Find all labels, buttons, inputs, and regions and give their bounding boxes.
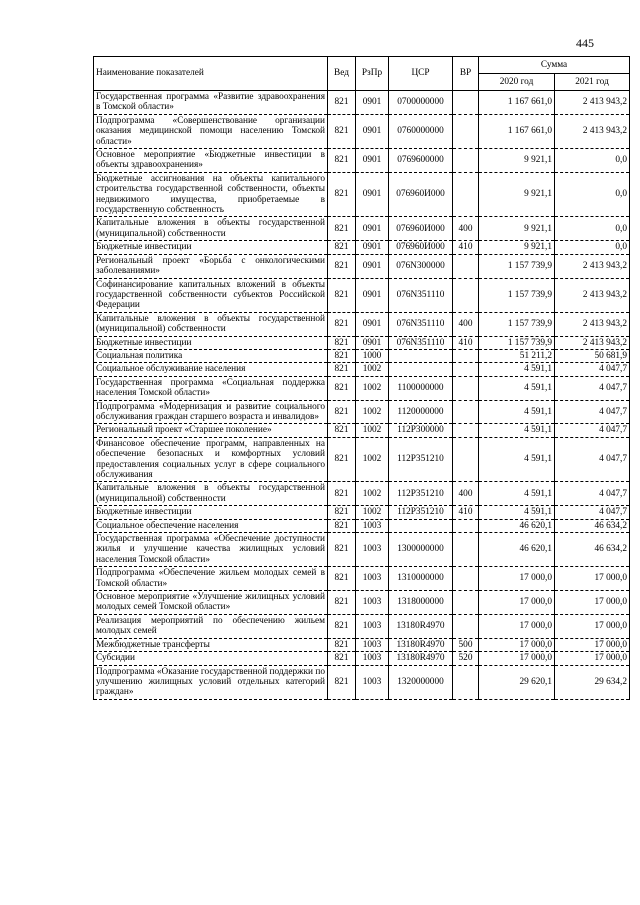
row-sum-2020: 4 591,1 [479,437,555,482]
row-name: Бюджетные инвестиции [94,506,328,519]
row-name: Подпрограмма «Совершенствование организации оказания медицинской помощи населению Томской области» [94,114,328,148]
row-sum-2020: 17 000,0 [479,567,555,591]
row-ved: 821 [328,614,356,638]
row-name: Подпрограмма «Оказание государственной поддержки по улучшению жилищных условий отдельных категорий граждан» [94,665,328,699]
row-name: Основное мероприятие «Улучшение жилищных условий молодых семей Томской области» [94,591,328,615]
row-sum-2021: 17 000,0 [555,652,630,665]
row-rzpr: 1002 [356,437,389,482]
row-sum-2021: 17 000,0 [555,614,630,638]
row-sum-2020: 4 591,1 [479,376,555,400]
row-sum-2021: 4 047,7 [555,506,630,519]
row-sum-2020: 9 921,1 [479,241,555,254]
row-sum-2021: 0,0 [555,172,630,217]
row-sum-2020: 17 000,0 [479,652,555,665]
row-ved: 821 [328,149,356,173]
row-sum-2021: 0,0 [555,241,630,254]
row-ved: 821 [328,652,356,665]
row-sum-2020: 17 000,0 [479,591,555,615]
row-sum-2020: 4 591,1 [479,506,555,519]
header-csr: ЦСР [389,57,453,91]
row-csr: 076960И000 [389,241,453,254]
row-csr [389,349,453,362]
row-rzpr: 1003 [356,567,389,591]
row-csr: 1320000000 [389,665,453,699]
row-name: Региональный проект «Старшее поколение» [94,424,328,437]
row-csr: 13180R4970 [389,638,453,651]
row-sum-2020: 46 620,1 [479,533,555,567]
header-year-2020: 2020 год [479,74,555,91]
budget-table-container [93,56,629,700]
row-vr [453,400,479,424]
row-rzpr: 1002 [356,506,389,519]
row-sum-2021: 2 413 943,2 [555,91,630,115]
table-row [94,519,630,532]
row-ved: 821 [328,241,356,254]
row-sum-2021: 2 413 943,2 [555,312,630,336]
row-sum-2020: 9 921,1 [479,217,555,241]
row-name: Региональный проект «Борьба с онкологическими заболеваниями» [94,254,328,278]
row-csr: 1120000000 [389,400,453,424]
row-sum-2021: 4 047,7 [555,363,630,376]
row-rzpr: 1002 [356,400,389,424]
table-row [94,363,630,376]
row-rzpr: 1003 [356,665,389,699]
row-csr: 076N300000 [389,254,453,278]
table-row [94,278,630,312]
row-name: Финансовое обеспечение программ, направленных на обеспечение безопасных и комфортных условий предоставления социальных услуг в сфере социального обслуживания [94,437,328,482]
row-csr: 13180R4970 [389,652,453,665]
row-sum-2020: 17 000,0 [479,638,555,651]
row-sum-2020: 1 157 739,9 [479,254,555,278]
row-vr [453,172,479,217]
row-vr [453,665,479,699]
row-csr: 112P351210 [389,482,453,506]
row-sum-2021: 4 047,7 [555,482,630,506]
row-sum-2021: 4 047,7 [555,400,630,424]
row-sum-2020: 51 211,2 [479,349,555,362]
row-vr [453,591,479,615]
row-rzpr: 0901 [356,241,389,254]
row-vr [453,533,479,567]
row-ved: 821 [328,91,356,115]
row-sum-2021: 0,0 [555,149,630,173]
table-row [94,312,630,336]
header-ved: Вед [328,57,356,91]
table-row [94,91,630,115]
row-rzpr: 1003 [356,638,389,651]
row-csr: 1300000000 [389,533,453,567]
row-rzpr: 0901 [356,172,389,217]
row-vr [453,614,479,638]
row-csr: 112P300000 [389,424,453,437]
row-rzpr: 1002 [356,376,389,400]
budget-table [93,56,630,700]
row-rzpr: 0901 [356,217,389,241]
row-csr: 0700000000 [389,91,453,115]
row-ved: 821 [328,591,356,615]
row-rzpr: 1002 [356,424,389,437]
row-rzpr: 0901 [356,114,389,148]
row-name: Подпрограмма «Модернизация и развитие социального обслуживания граждан старшего возраста и инвалидов» [94,400,328,424]
table-row [94,506,630,519]
row-sum-2020: 1 157 739,9 [479,312,555,336]
row-sum-2020: 9 921,1 [479,149,555,173]
row-name: Бюджетные ассигнования на объекты капитального строительства государственной собственности, объекты недвижимого имущества, приобретаемые в государственную собственность [94,172,328,217]
row-sum-2020: 1 167 661,0 [479,114,555,148]
table-row [94,591,630,615]
row-sum-2020: 4 591,1 [479,363,555,376]
row-vr [453,567,479,591]
row-rzpr: 1003 [356,533,389,567]
table-body [94,91,630,700]
row-name: Реализация мероприятий по обеспечению жильем молодых семей [94,614,328,638]
row-sum-2021: 46 634,2 [555,533,630,567]
table-row [94,149,630,173]
row-sum-2020: 4 591,1 [479,482,555,506]
row-rzpr: 1003 [356,519,389,532]
header-vr: ВР [453,57,479,91]
row-name: Подпрограмма «Обеспечение жильем молодых семей в Томской области» [94,567,328,591]
row-sum-2021: 0,0 [555,217,630,241]
table-row [94,172,630,217]
header-sum: Сумма [479,57,630,74]
row-ved: 821 [328,506,356,519]
row-ved: 821 [328,336,356,349]
table-row [94,652,630,665]
row-ved: 821 [328,665,356,699]
row-ved: 821 [328,482,356,506]
row-ved: 821 [328,363,356,376]
row-rzpr: 1003 [356,591,389,615]
row-sum-2020: 29 620,1 [479,665,555,699]
table-row [94,400,630,424]
row-csr: 1100000000 [389,376,453,400]
page-number: 445 [576,36,594,50]
row-ved: 821 [328,278,356,312]
row-sum-2020: 4 591,1 [479,400,555,424]
row-sum-2021: 4 047,7 [555,424,630,437]
row-rzpr: 0901 [356,278,389,312]
row-vr [453,424,479,437]
row-vr: 500 [453,638,479,651]
row-ved: 821 [328,114,356,148]
row-name: Социальная политика [94,349,328,362]
row-sum-2021: 17 000,0 [555,567,630,591]
row-sum-2021: 29 634,2 [555,665,630,699]
row-name: Государственная программа «Обеспечение доступности жилья и улучшение качества жилищных условий населения Томской области» [94,533,328,567]
row-sum-2020: 1 167 661,0 [479,91,555,115]
table-row [94,567,630,591]
row-ved: 821 [328,519,356,532]
row-csr: 1318000000 [389,591,453,615]
row-ved: 821 [328,567,356,591]
row-name: Бюджетные инвестиции [94,241,328,254]
row-sum-2020: 4 591,1 [479,424,555,437]
row-csr: 076N351110 [389,336,453,349]
row-sum-2021: 4 047,7 [555,376,630,400]
row-ved: 821 [328,172,356,217]
row-csr [389,363,453,376]
row-sum-2020: 1 157 739,9 [479,278,555,312]
row-vr [453,376,479,400]
row-vr: 410 [453,506,479,519]
row-vr [453,437,479,482]
row-csr: 0769600000 [389,149,453,173]
row-sum-2021: 46 634,2 [555,519,630,532]
table-row [94,482,630,506]
row-ved: 821 [328,437,356,482]
row-name: Государственная программа «Развитие здравоохранения в Томской области» [94,91,328,115]
row-name: Капитальные вложения в объекты государственной (муниципальной) собственности [94,312,328,336]
header-name: Наименование показателей [94,57,328,91]
table-row [94,241,630,254]
row-name: Государственная программа «Социальная поддержка населения Томской области» [94,376,328,400]
row-name: Социальное обслуживание населения [94,363,328,376]
table-row [94,254,630,278]
row-vr [453,91,479,115]
row-ved: 821 [328,533,356,567]
row-name: Софинансирование капитальных вложений в объекты государственной собственности субъектов Российской Федерации [94,278,328,312]
row-ved: 821 [328,349,356,362]
row-rzpr: 1002 [356,363,389,376]
row-sum-2021: 2 413 943,2 [555,114,630,148]
row-name: Капитальные вложения в объекты государственной (муниципальной) собственности [94,217,328,241]
row-csr: 076N351110 [389,278,453,312]
row-ved: 821 [328,217,356,241]
row-csr: 076960И000 [389,217,453,241]
row-sum-2021: 4 047,7 [555,437,630,482]
row-ved: 821 [328,400,356,424]
row-vr [453,363,479,376]
row-sum-2021: 2 413 943,2 [555,254,630,278]
row-ved: 821 [328,254,356,278]
row-csr: 076960И000 [389,172,453,217]
row-rzpr: 1003 [356,614,389,638]
row-csr: 112P351210 [389,506,453,519]
row-vr [453,254,479,278]
row-sum-2020: 1 157 739,9 [479,336,555,349]
row-csr: 0760000000 [389,114,453,148]
table-row [94,217,630,241]
row-ved: 821 [328,638,356,651]
row-rzpr: 0901 [356,254,389,278]
row-sum-2020: 9 921,1 [479,172,555,217]
row-vr [453,114,479,148]
table-row [94,424,630,437]
table-row [94,349,630,362]
row-csr: 112P351210 [389,437,453,482]
row-sum-2020: 46 620,1 [479,519,555,532]
row-ved: 821 [328,376,356,400]
row-sum-2020: 17 000,0 [479,614,555,638]
table-row [94,614,630,638]
row-name: Основное мероприятие «Бюджетные инвестиции в объекты здравоохранения» [94,149,328,173]
row-rzpr: 1000 [356,349,389,362]
row-name: Капитальные вложения в объекты государственной (муниципальной) собственности [94,482,328,506]
header-rzpr: РзПр [356,57,389,91]
table-row [94,437,630,482]
row-rzpr: 1002 [356,482,389,506]
row-vr: 410 [453,241,479,254]
row-rzpr: 0901 [356,91,389,115]
row-sum-2021: 17 000,0 [555,591,630,615]
row-sum-2021: 50 681,9 [555,349,630,362]
row-vr [453,349,479,362]
row-csr: 076N351110 [389,312,453,336]
row-vr: 400 [453,217,479,241]
row-sum-2021: 2 413 943,2 [555,336,630,349]
row-csr: 1310000000 [389,567,453,591]
row-vr [453,278,479,312]
row-vr [453,149,479,173]
row-rzpr: 0901 [356,149,389,173]
row-sum-2021: 17 000,0 [555,638,630,651]
row-rzpr: 0901 [356,336,389,349]
table-row [94,638,630,651]
row-rzpr: 0901 [356,312,389,336]
table-row [94,665,630,699]
table-header [94,57,630,91]
row-ved: 821 [328,424,356,437]
table-row [94,114,630,148]
table-row [94,533,630,567]
row-sum-2021: 2 413 943,2 [555,278,630,312]
row-vr [453,519,479,532]
row-ved: 821 [328,312,356,336]
row-rzpr: 1003 [356,652,389,665]
row-csr [389,519,453,532]
row-name: Социальное обеспечение населения [94,519,328,532]
row-vr: 400 [453,312,479,336]
table-row [94,336,630,349]
row-vr: 520 [453,652,479,665]
row-name: Бюджетные инвестиции [94,336,328,349]
row-vr: 410 [453,336,479,349]
row-vr: 400 [453,482,479,506]
header-year-2021: 2021 год [555,74,630,91]
row-name: Субсидии [94,652,328,665]
row-csr: 13180R4970 [389,614,453,638]
row-name: Межбюджетные трансферты [94,638,328,651]
table-row [94,376,630,400]
